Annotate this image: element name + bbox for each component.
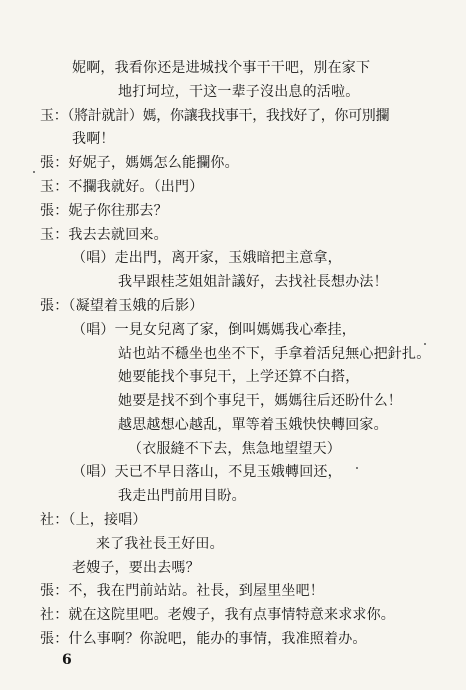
text-line: 我早跟桂芝姐姐計議好，去找社長想办法！	[118, 274, 388, 291]
text-line: （唱）走出門，离开家，玉娥暗把主意拿，	[72, 250, 342, 267]
text-line: （衣服縫不下去，焦急地望望天）	[128, 440, 341, 457]
text-line: 社：（上，接唱）	[40, 512, 147, 529]
text-line: 老嫂子，要出去嗎？	[72, 559, 200, 576]
text-line: 張：什么事啊？你說吧，能办的事情，我准照着办。	[40, 631, 367, 647]
text-line: 来了我社長王好田。	[96, 535, 224, 552]
print-speck	[424, 343, 426, 345]
page-number: 6	[62, 652, 72, 668]
text-line: 張：妮子你往那去？	[40, 202, 168, 219]
text-line: 社：就在这院里吧。老嫂子，我有点事情特意来求求你。	[40, 607, 395, 624]
text-line: 我啊！	[72, 131, 115, 148]
text-line: 玉：我去去就回来。	[40, 226, 168, 243]
text-line: 張：好妮子，媽媽怎么能攔你。	[40, 155, 239, 172]
text-line: 她要是找不到个事兒干，媽媽往后还盼什么！	[118, 393, 402, 410]
text-line: 妮啊，我看你还是进城找个事干干吧，別在家下	[72, 60, 371, 76]
text-line: 張：不，我在門前站站。社長，到屋里坐吧！	[40, 583, 324, 600]
text-line: 我走出門前用目盼。	[118, 488, 246, 505]
text-line: 越思越想心越乱，單等着玉娥快快轉回家。	[118, 416, 388, 433]
print-speck	[33, 171, 35, 173]
text-line: （唱）一見女兒离了家，倒叫媽媽我心牽挂，	[72, 321, 356, 338]
text-line: 張：（凝望着玉娥的后影）	[40, 297, 204, 314]
text-line: 玉：不攔我就好。（出門）	[40, 178, 204, 195]
text-line: 玉：（將計就計）媽，你讓我找事干，我找好了，你可別攔	[40, 107, 390, 124]
text-line: （唱）天已不早日落山，不見玉娥轉回还，	[72, 464, 342, 481]
text-line: 地打坷垃，干这一辈子沒出息的活啦。	[118, 83, 360, 100]
text-line: 她要能找个事兒干，上学还算不白搭，	[118, 369, 360, 386]
text-line: 站也站不穩坐也坐不下，手拿着活兒無心把針扎。	[118, 345, 431, 362]
print-speck	[356, 467, 358, 469]
